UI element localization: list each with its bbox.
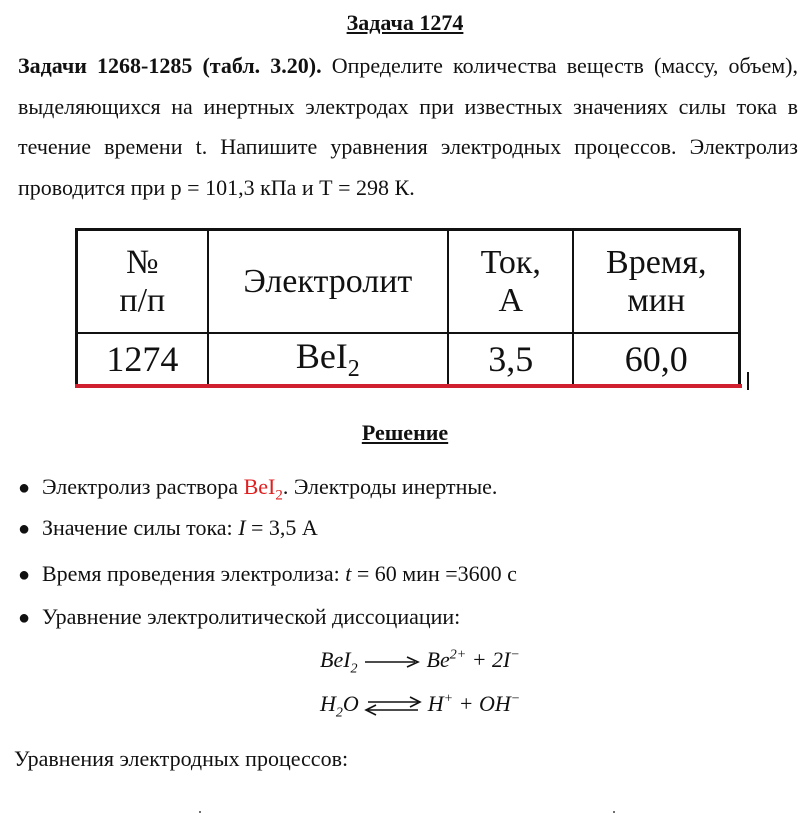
- cropped-formula-fragment: [130, 807, 690, 813]
- dissociation-equation-2: $H_2O$ H+ + OH−: [320, 691, 521, 721]
- dissociation-equation-1: BeI$_2$ $Be^{2+} + 2I^-$: [320, 647, 520, 677]
- page-title: Задача 1274: [346, 10, 464, 35]
- cell-time: 60,0: [573, 333, 739, 384]
- list-item: ● Значение силы тока: I = 3,5 А: [18, 515, 318, 540]
- table-row: [77, 333, 740, 384]
- bullet-icon: ●: [18, 518, 31, 540]
- solution-heading: Решение: [361, 420, 449, 445]
- header-current: Ток, А: [448, 230, 573, 334]
- task-table: [75, 228, 741, 384]
- bullet-icon: ●: [18, 564, 31, 586]
- header-electrolyte: Электролит: [208, 230, 448, 334]
- cell-number: 1274: [77, 333, 208, 384]
- bullet-icon: ●: [18, 607, 31, 629]
- task-statement: [18, 46, 798, 208]
- task-range-label: Задачи 1268-1285 (табл. 3.20).: [18, 53, 322, 78]
- header-time: Время, мин: [573, 230, 739, 334]
- table-edge-mark: [747, 372, 749, 390]
- list-item: ● Уравнение электролитической диссоциации:: [18, 604, 461, 629]
- list-item: ● Электролиз раствора BeI$_2$. Электроды инертные.: [18, 474, 498, 504]
- table-bottom-red-line: [75, 384, 742, 388]
- right-arrow-icon: [363, 655, 421, 669]
- cell-current: 3,5: [448, 333, 573, 384]
- list-item: ● Время проведения электролиза: t = 60 мин =3600 с: [18, 561, 517, 586]
- header-number: № п/п: [77, 230, 208, 334]
- equilibrium-arrow-icon: [364, 696, 422, 716]
- task-text: Определите количества веществ (массу, объем), выделяющихся на инертных электродах при известных значениях силы тока в течение времени t. Напишите уравнения электродных процессов. Электролиз проводится при р = 101,3 кПа и Т = 298 К.: [18, 53, 798, 200]
- bullet-icon: ●: [18, 477, 31, 499]
- table-header-row: [77, 230, 740, 334]
- cell-electrolyte: BeI$_2$: [208, 333, 448, 384]
- cropped-formula-row: [130, 800, 690, 813]
- electrode-processes-heading: Уравнения электродных процессов:: [14, 746, 349, 771]
